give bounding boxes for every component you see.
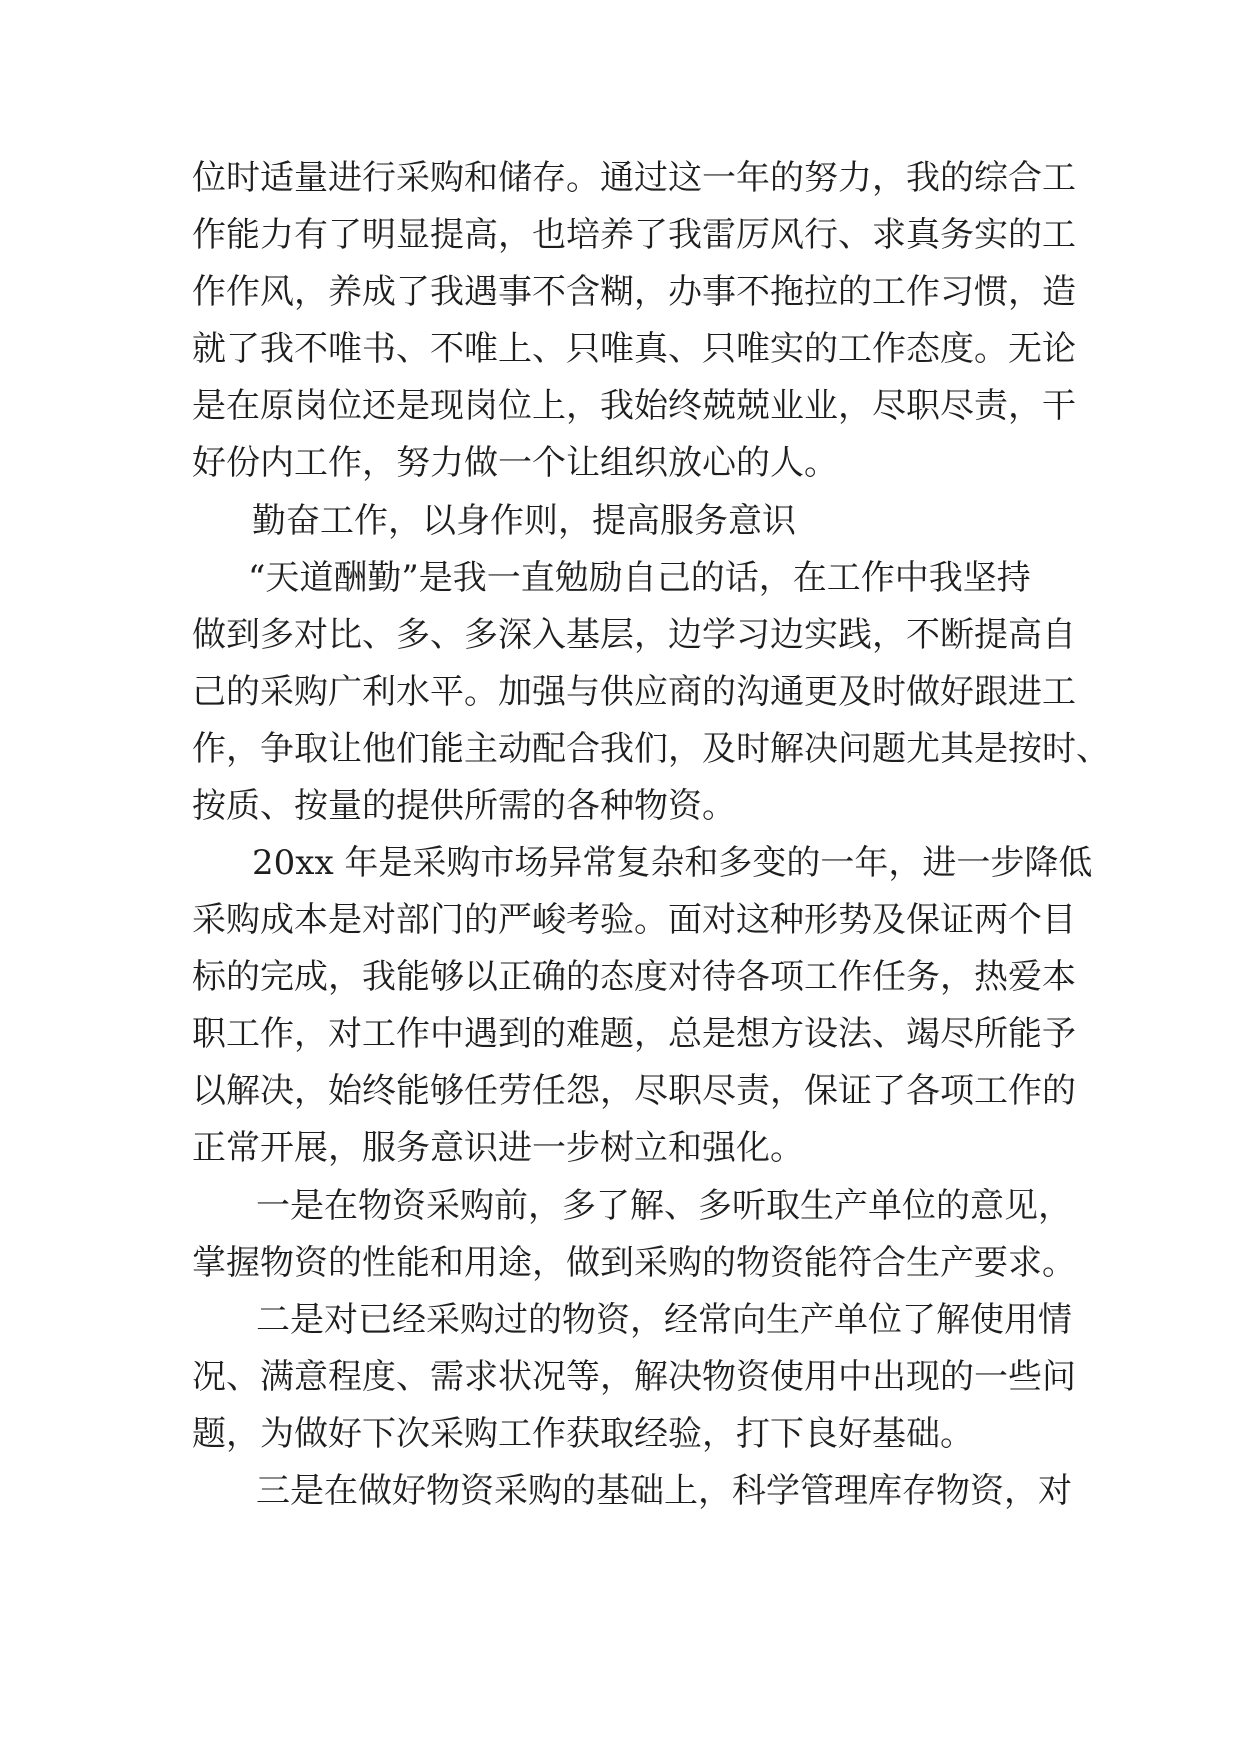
body-text-line: 题，为做好下次采购工作获取经验，打下良好基础。 xyxy=(192,1414,974,1454)
body-text-line: 三是在做好物资采购的基础上，科学管理库存物资，对 xyxy=(256,1471,1072,1511)
body-text-line: 标的完成，我能够以正确的态度对待各项工作任务，热爱本 xyxy=(192,957,1076,997)
body-text-line: 二是对已经采购过的物资，经常向生产单位了解使用情 xyxy=(256,1300,1072,1340)
body-text-line: 以解决，始终能够任劳任怨，尽职尽责，保证了各项工作的 xyxy=(192,1071,1076,1111)
body-text-line: 作能力有了明显提高，也培养了我雷厉风行、求真务实的工 xyxy=(192,215,1076,255)
body-text-line: 况、满意程度、需求状况等，解决物资使用中出现的一些问 xyxy=(192,1357,1076,1397)
body-text-line: 好份内工作，努力做一个让组织放心的人。 xyxy=(192,443,838,483)
body-text-line: 就了我不唯书、不唯上、只唯真、只唯实的工作态度。无论 xyxy=(192,329,1076,369)
body-text-line: 作作风，养成了我遇事不含糊，办事不拖拉的工作习惯，造 xyxy=(192,272,1076,312)
body-text-line: “天道酬勤”是我一直勉励自己的话，在工作中我坚持 xyxy=(248,558,1031,598)
body-text-line: 做到多对比、多、多深入基层，边学习边实践，不断提高自 xyxy=(192,615,1076,655)
body-text-line: 20xx 年是采购市场异常复杂和多变的一年，进一步降低 xyxy=(252,843,1093,883)
body-text-line: 掌握物资的性能和用途，做到采购的物资能符合生产要求。 xyxy=(192,1243,1076,1283)
body-text-line: 按质、按量的提供所需的各种物资。 xyxy=(192,786,736,826)
body-text-line: 职工作，对工作中遇到的难题，总是想方设法、竭尽所能予 xyxy=(192,1014,1076,1054)
body-text-line: 位时适量进行采购和储存。通过这一年的努力，我的综合工 xyxy=(192,158,1076,198)
body-text-line: 一是在物资采购前，多了解、多听取生产单位的意见， xyxy=(256,1186,1072,1226)
body-text-line: 正常开展，服务意识进一步树立和强化。 xyxy=(192,1128,804,1168)
body-text-line: 是在原岗位还是现岗位上，我始终兢兢业业，尽职尽责，干 xyxy=(192,386,1076,426)
section-heading: 勤奋工作，以身作则，提高服务意识 xyxy=(252,501,796,541)
body-text-line: 采购成本是对部门的严峻考验。面对这种形势及保证两个目 xyxy=(192,900,1076,940)
body-text-line: 己的采购广利水平。加强与供应商的沟通更及时做好跟进工 xyxy=(192,672,1076,712)
body-text-line: 作，争取让他们能主动配合我们，及时解决问题尤其是按时、 xyxy=(192,729,1110,769)
